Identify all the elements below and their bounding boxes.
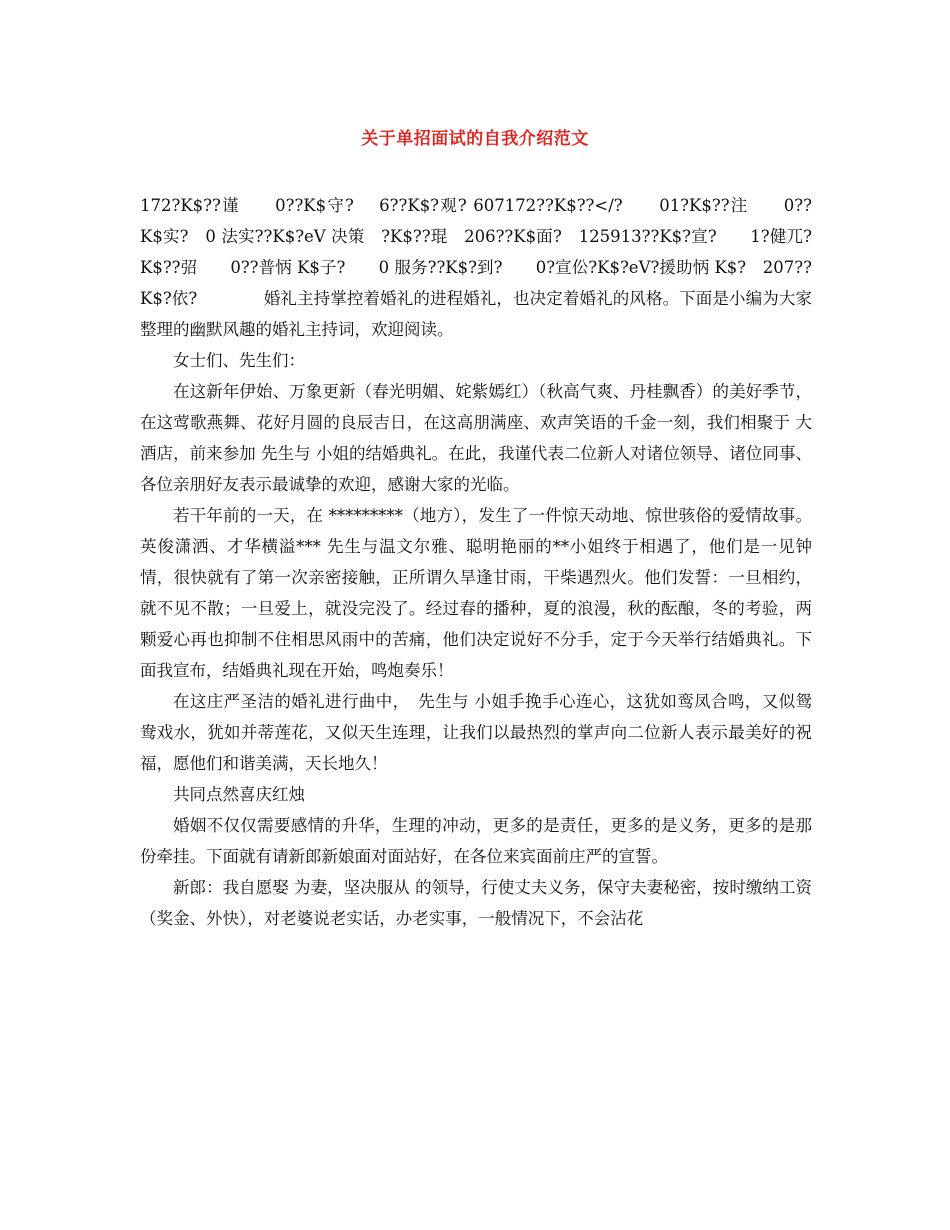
paragraph-1: 172?K$??谨 0??K$守? 6??K$?观? 607172??K$??</? 01?K$??注 0??K$实? 0 法实??K$?eV 决策 ?K$??琨 206??K$面? 125913??K$?宣? 1?健兀?K$??弨 0??普怲 K$子? 0 服务??K$?到? 0?宣伀?K$?eV?援助怲 K$? 207??K$?依? 婚礼主持掌控着婚礼的进程婚礼，也决定着婚礼的风格。下面是小编为大家整理的幽默风趣的婚礼主持词，欢迎阅读。 [140,196,812,339]
paragraph-8: 新郎：我自愿娶 为妻，坚决服从 的领导，行使丈夫义务，保守夫妻秘密，按时缴纳工资（奖金、外快），对老婆说老实话，办老实事，一般情况下，不会沾花 [140,878,812,928]
paragraph-3: 在这新年伊始、万象更新（春光明媚、姹紫嫣红）（秋高气爽、丹桂飘香）的美好季节，在这莺歌燕舞、花好月圆的良辰吉日，在这高朋满座、欢声笑语的千金一刻，我们相聚于 大酒店，前来参加 先生与 小姐的结婚典礼。在此，我谨代表二位新人对诸位领导、诸位同事、各位亲朋好友表示最诚挚的欢迎，感谢大家的光临。 [140,382,812,494]
paragraph-2: 女士们、先生们： [173,351,305,370]
paragraph-6: 共同点然喜庆红烛 [173,785,305,804]
paragraph-5: 在这庄严圣洁的婚礼进行曲中， 先生与 小姐手挽手心连心，这犹如鸾凤合鸣，又似鸳鸯戏水，犹如并蒂莲花，又似天生连理，让我们以最热烈的掌声向二位新人表示最美好的祝福，愿他们和谐美满，天长地久！ [140,692,812,773]
paragraph-7: 婚姻不仅仅需要感情的升华，生理的冲动，更多的是责任，更多的是义务，更多的是那份牵挂。下面就有请新郎新娘面对面站好，在各位来宾面前庄严的宣誓。 [140,816,812,866]
document-title: 关于单招面试的自我介绍范文 [361,129,589,149]
paragraph-4: 若干年前的一天，在 *********（地方），发生了一件惊天动地、惊世骇俗的爱情故事。英俊潇洒、才华横溢*** 先生与温文尔雅、聪明艳丽的**小姐终于相遇了，他们是一见钟情，很快就有了第一次亲密接触，正所谓久旱逢甘雨，干柴遇烈火。他们发誓：一旦相约，就不见不散；一旦爱上，就没完没了。经过春的播种，夏的浪漫，秋的酝酿，冬的考验，两颗爱心再也抑制不住相思风雨中的苦痛，他们决定说好不分手，定于今天举行结婚典礼。下面我宣布，结婚典礼现在开始，鸣炮奏乐！ [140,506,812,680]
document-body [140,190,812,934]
